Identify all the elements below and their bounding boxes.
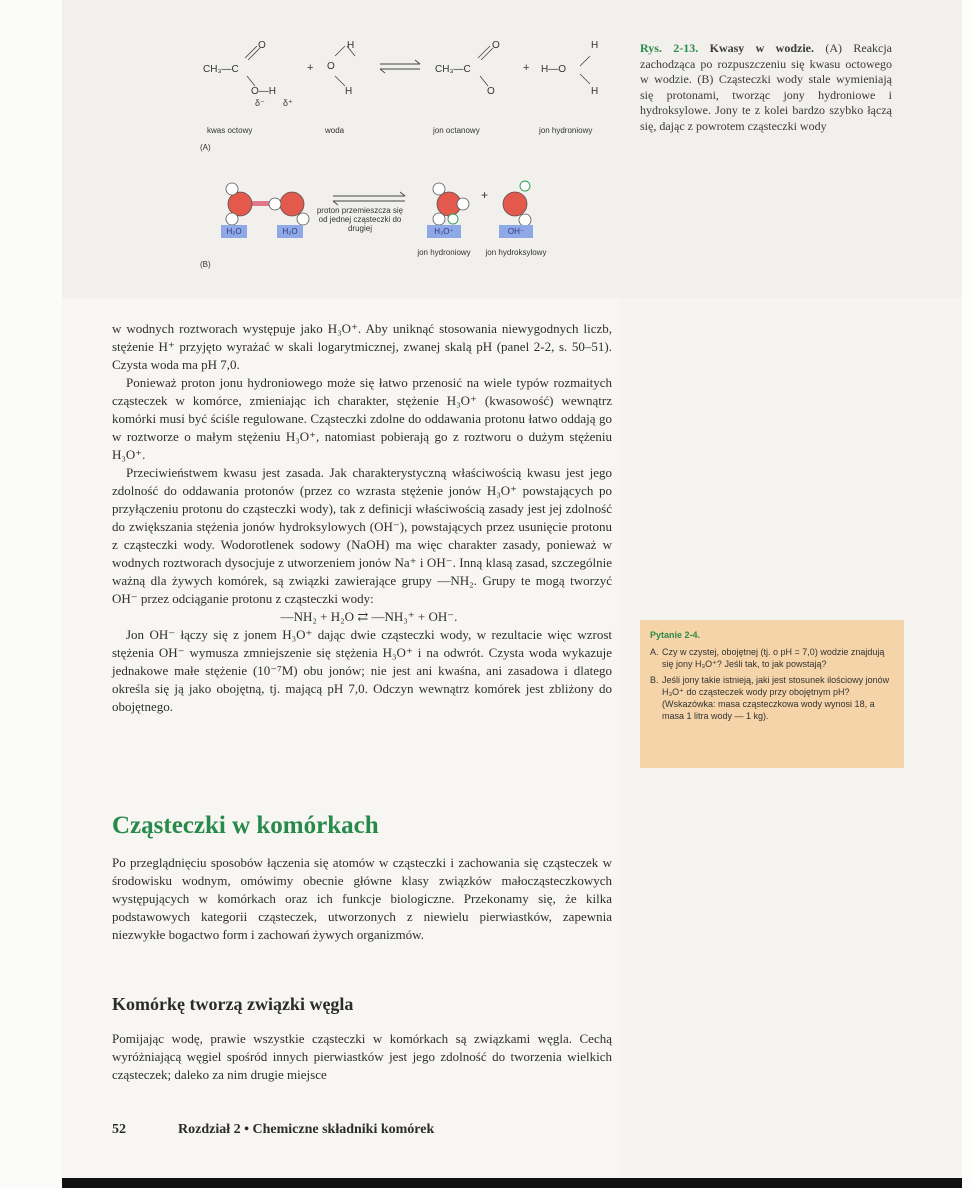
question-b-label: B. xyxy=(650,675,659,685)
paragraph-6: Pomijając wodę, prawie wszystkie cząsteczki w komórkach są związkami węgla. Cechą wyróżniającą węgiel spośród innych pierwiastków jest jego zdolność do tworzenia wielkich cząsteczek; daleko za nim drugie miejsce xyxy=(112,1031,612,1082)
ch3-label-2: CH₃—C xyxy=(435,64,471,75)
o-atom-1: O xyxy=(258,40,266,51)
subsection-heading: Komórkę tworzą związki węgla xyxy=(112,994,354,1014)
body-section-3 xyxy=(112,1030,612,1084)
caption-text: (A) Reakcja zachodząca po rozpuszczeniu się kwasu octowego w wodzie. (B) Cząsteczki wody stale wymieniają się protonami, tworząc jony hydroniowe i hydroksylowe. Jony te z kolei bardzo szybko łączą się, dając z powrotem cząsteczki wody xyxy=(640,41,893,133)
o-atom-w: O xyxy=(327,61,335,72)
o-atom-acetate: O xyxy=(487,86,495,97)
proton-transfer-label: proton przemieszcza się od jednej cząsteczki do drugiej xyxy=(316,206,404,233)
hydronium-label: jon hydroniowy xyxy=(539,126,593,135)
acetic-acid-label: kwas octowy xyxy=(207,126,253,135)
panel-a-bonds xyxy=(245,46,590,86)
chapter-title: Rozdział 2 • Chemiczne składniki komórek xyxy=(178,1122,435,1137)
question-a-text: Czy w czystej, obojętnej (tj. o pH = 7,0) wodzie znajdują się jony H₃O⁺? Jeśli tak, to jak powstają? xyxy=(662,647,885,669)
h-atom-h1: H xyxy=(591,40,599,51)
plus-sign-a1: + xyxy=(307,62,314,74)
delta-plus: δ⁺ xyxy=(283,98,293,108)
plus-sign-a2: + xyxy=(523,62,530,74)
acetate-label: jon octanowy xyxy=(433,126,480,135)
figure-number: Rys. 2-13. xyxy=(640,41,699,55)
paragraph-3: Przeciwieństwem kwasu jest zasada. Jak charakterystyczną właściwością kwasu jest jego zdolność do oddawania protonów (przez co wzrasta stężenie jonów H₃O⁺ powstających po przyłączeniu protonu do cząsteczki wody), tak z definicji właściwością zasady jest jej zdolność do zwiększania stężenia jonów hydroksylowych (OH⁻), powstających przez usunięcie protonu z cząsteczki wody. Wodorotlenek sodowy (NaOH) ma więc charakter zasady, ponieważ w wodnych roztworach dysocjuje z utworzeniem jonów Na⁺ i OH⁻. Inną klasą zasad, szczególnie ważną dla żywych komórek, są związki zawierające grupy —NH₂. Grupy te mogą tworzyć OH⁻ przez odciąganie protonu z cząsteczki wody: xyxy=(112,465,612,606)
page-footer xyxy=(112,1122,434,1138)
panel-b-label: (B) xyxy=(200,260,211,269)
figure-title: Kwasy w wodzie. xyxy=(709,41,814,55)
hydronium-ion-label: jon hydroniowy xyxy=(417,248,471,257)
ch3-label-1: CH₃—C xyxy=(203,64,239,75)
oh-group: O—H xyxy=(251,86,276,97)
body-section-2 xyxy=(112,854,612,944)
figure-caption xyxy=(640,41,892,134)
equilibrium-arrow-a xyxy=(380,60,420,73)
figure-2-13 xyxy=(195,36,615,286)
question-a-label: A. xyxy=(650,647,659,657)
delta-minus: δ⁻ xyxy=(255,98,265,108)
question-b xyxy=(650,674,894,722)
page-number: 52 xyxy=(112,1122,126,1137)
water-label: woda xyxy=(325,126,345,135)
h-atom-h2: H xyxy=(591,86,599,97)
equation: —NH₂ + H₂O ⇄ —NH₃⁺ + OH⁻. xyxy=(280,609,458,624)
plus-sign-b: + xyxy=(481,188,489,202)
question-b-text: Jeśli jony takie istnieją, jaki jest stosunek ilościowy jonów H₃O⁺ do cząsteczek wody przy obojętnym pH? (Wskazówka: masa cząsteczkowa wody wynosi 18, a masa 1 litra wody — 1 kg). xyxy=(662,675,890,721)
h2o-badge-2: H₂O xyxy=(282,227,298,236)
question-a xyxy=(650,646,894,670)
panel-a-label: (A) xyxy=(200,143,211,152)
paragraph-5: Po przeglądnięciu sposobów łączenia się atomów w cząsteczki i zachowania się cząsteczek w środowisku wodnym, omówimy obecnie główne klasy związków małocząsteczkowych występujących w komórkach oraz ich funkcje biologiczne. Przekonamy się, że kilka podstawowych kategorii cząsteczek, utworzonych z niewielu pierwiastków, zapewnia niezwykłe bogactwo form i zachowań żywych organizmów. xyxy=(112,855,612,942)
h2o-badge-1: H₂O xyxy=(226,227,242,236)
hydronium-formula: H—O xyxy=(541,64,566,75)
paragraph-2: Ponieważ proton jonu hydroniowego może się łatwo przenosić na wiele typów rozmaitych cząsteczek w komórce, zmieniając ich charakter, stężenie H₃O⁺ (kwasowość) wewnątrz komórki musi być ściśle regulowane. Cząsteczki zdolne do oddawania protonu łatwo oddają go w roztworze o małym stężeniu H₃O⁺, natomiast pobierają go z roztworu o dużym stężeniu H₃O⁺. xyxy=(112,375,612,462)
h-atom-w2: H xyxy=(345,86,353,97)
hydroxide-ion-label: jon hydroksylowy xyxy=(485,248,547,257)
body-section-1 xyxy=(112,320,612,716)
equilibrium-arrow-b xyxy=(333,192,405,205)
oh-badge: OH⁻ xyxy=(507,227,525,236)
h3o-badge: H₃O⁺ xyxy=(434,227,454,236)
h-atom-w1: H xyxy=(347,40,355,51)
bottom-edge xyxy=(62,1178,962,1188)
paragraph-1: w wodnych roztworach występuje jako H₃O⁺. Aby uniknąć stosowania niewygodnych liczb, stężenie H⁺ przyjęto wyrażać w skali logarytmicznej, zwanej skalą pH (panel 2-2, s. 50–51). Czysta woda ma pH 7,0. xyxy=(112,321,612,372)
paragraph-4: Jon OH⁻ łączy się z jonem H₃O⁺ dając dwie cząsteczki wody, w rezultacie więc wzrost stężenia OH⁻ wymusza zmniejszenie się stężenia H₃O⁺ i na odwrót. Czysta woda wykazuje jednakowe małe stężenie (10⁻⁷M) obu jonów; nie jest ani kwaśna, ani zasadowa i dlatego określa się ją jako obojętną, tj. mającą pH 7,0. Odczyn wewnątrz komórek jest zbliżony do obojętnego. xyxy=(112,627,612,714)
left-margin xyxy=(0,0,62,1188)
section-heading: Cząsteczki w komórkach xyxy=(112,812,379,839)
question-title: Pytanie 2-4. xyxy=(650,630,701,640)
question-box xyxy=(640,620,904,768)
o-atom-2: O xyxy=(492,40,500,51)
